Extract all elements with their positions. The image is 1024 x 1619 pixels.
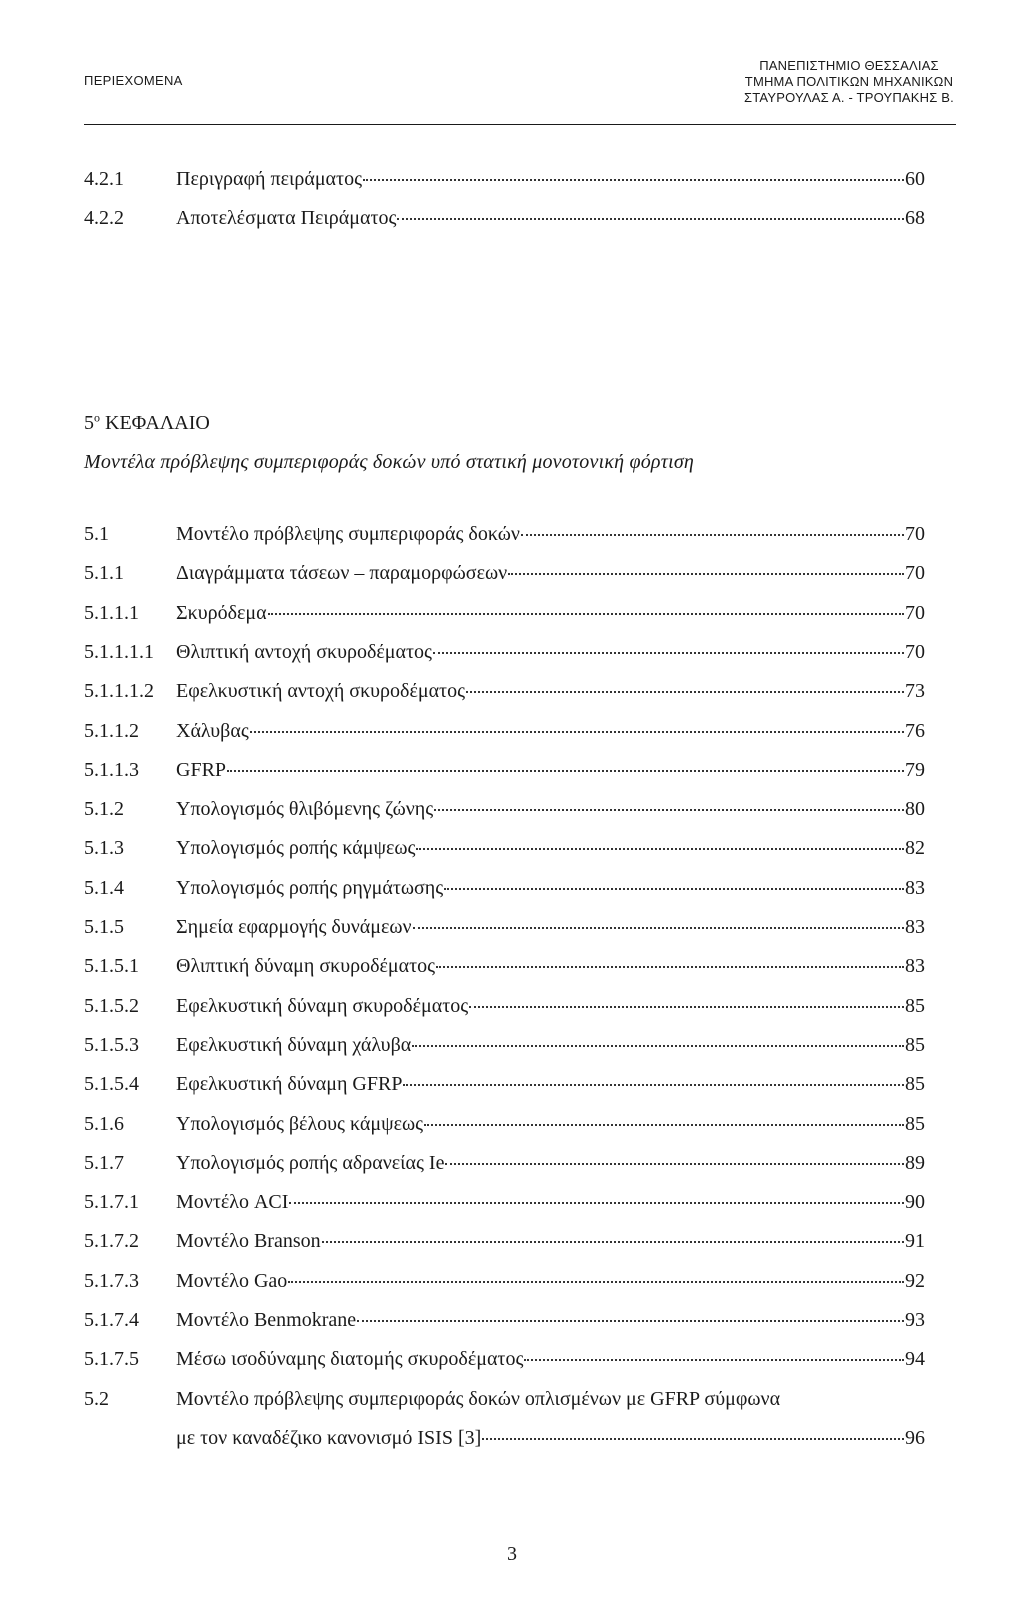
toc-entry-title: Υπολογισμός ροπής ρηγμάτωσης xyxy=(176,876,444,899)
toc-entry[interactable] xyxy=(84,1230,925,1256)
toc-entry-number: 5.1.1 xyxy=(84,562,124,585)
toc-entry-number: 5.1.7.3 xyxy=(84,1269,139,1292)
toc-entry[interactable] xyxy=(84,602,925,628)
toc-entry-page: 76 xyxy=(905,719,925,742)
toc-entry-page: 92 xyxy=(905,1269,925,1292)
dot-leader xyxy=(524,1359,904,1361)
toc-entry-number: 4.2.1 xyxy=(84,168,124,190)
dot-leader xyxy=(413,927,904,929)
toc-entry-page: 83 xyxy=(905,955,925,978)
toc-entry-title: Μέσω ισοδύναμης διατομής σκυροδέματος xyxy=(176,1348,524,1371)
dot-leader xyxy=(434,809,904,811)
toc-entry-page: 90 xyxy=(905,1191,925,1214)
page-number: 3 xyxy=(507,1543,517,1565)
toc-entry[interactable] xyxy=(84,1270,925,1296)
toc-entry-title: Αποτελέσματα Πειράματος xyxy=(176,207,397,229)
toc-entry-title: Μοντέλο Branson xyxy=(176,1230,321,1253)
toc-entry-title: Υπολογισμός θλιβόμενης ζώνης xyxy=(176,798,434,821)
dot-leader xyxy=(357,1320,904,1322)
toc-entry-page: 83 xyxy=(905,916,925,938)
toc-entry-page: 83 xyxy=(905,876,925,899)
toc-entry[interactable] xyxy=(84,995,925,1021)
toc-entry-number: 5.1.5.4 xyxy=(84,1073,139,1096)
dot-leader xyxy=(433,652,904,654)
header-line: ΠΑΝΕΠΙΣΤΗΜΙΟ ΘΕΣΣΑΛΙΑΣ xyxy=(759,58,939,73)
toc-entry-title: Χάλυβας xyxy=(176,719,249,742)
toc-entry-page: 85 xyxy=(905,1112,925,1135)
toc-entry-title: Εφελκυστική αντοχή σκυροδέματος xyxy=(176,680,466,703)
running-header-right xyxy=(744,58,954,106)
toc-entry-number: 5.1.2 xyxy=(84,798,124,821)
toc-entry-number: 5.1.7.2 xyxy=(84,1230,139,1253)
dot-leader xyxy=(289,1202,904,1204)
toc-entry-number: 5.1.1.1 xyxy=(84,601,139,624)
dot-leader xyxy=(508,573,904,575)
toc-entry-title: Υπολογισμός ροπής αδρανείας Ie xyxy=(176,1151,445,1174)
toc-entry-title: Εφελκυστική δύναμη GFRP xyxy=(176,1073,403,1096)
toc-entry-page: 91 xyxy=(905,1230,925,1253)
toc-entry[interactable] xyxy=(84,1309,925,1335)
toc-entry-title-continued: με τον καναδέζικο κανονισμό ISIS [3] xyxy=(176,1426,482,1449)
dot-leader xyxy=(288,1281,904,1283)
dot-leader xyxy=(227,770,904,772)
toc-entry-page: 79 xyxy=(905,758,925,781)
toc-entry-page: 93 xyxy=(905,1309,925,1331)
dot-leader xyxy=(250,731,904,733)
toc-entry-page: 70 xyxy=(905,562,925,585)
toc-entry-number: 5.1.5 xyxy=(84,916,124,938)
toc-entry-page: 94 xyxy=(905,1348,925,1371)
toc-entry-continuation[interactable] xyxy=(176,1427,925,1453)
toc-entry[interactable] xyxy=(84,916,925,942)
toc-entry-number: 5.1.5.1 xyxy=(84,955,139,978)
dot-leader xyxy=(416,848,904,850)
toc-entry-number: 5.2 xyxy=(84,1387,109,1410)
dot-leader xyxy=(482,1438,904,1440)
toc-entry-page: 73 xyxy=(905,680,925,703)
toc-entry[interactable] xyxy=(84,1152,925,1178)
toc-entry-number: 5.1.1.1.1 xyxy=(84,640,154,663)
toc-entry-page: 70 xyxy=(905,601,925,624)
toc-entry-number: 5.1.1.3 xyxy=(84,758,139,781)
toc-entry-number: 5.1.3 xyxy=(84,837,124,860)
toc-entry[interactable] xyxy=(84,562,925,588)
toc-entry[interactable] xyxy=(84,207,925,233)
toc-entry-number: 5.1.7 xyxy=(84,1151,124,1174)
dot-leader xyxy=(412,1045,904,1047)
toc-entry-number: 4.2.2 xyxy=(84,207,124,229)
toc-entry-page: 68 xyxy=(905,207,925,229)
toc-entry-title: Μοντέλο πρόβλεψης συμπεριφοράς δοκών xyxy=(176,523,520,545)
toc-entry-title: GFRP xyxy=(176,758,227,781)
toc-entry[interactable] xyxy=(84,798,925,824)
toc-entry-title: Υπολογισμός ροπής κάμψεως xyxy=(176,837,416,860)
toc-entry-title: Μοντέλο ACI xyxy=(176,1191,289,1214)
toc-entry-title: Σημεία εφαρμογής δυνάμεων xyxy=(176,916,412,938)
chapter-subtitle: Μοντέλα πρόβλεψης συμπεριφοράς δοκών υπό στατική μονοτονική φόρτιση xyxy=(84,451,695,473)
toc-entry-page: 85 xyxy=(905,994,925,1017)
toc-entry-number: 5.1.7.4 xyxy=(84,1309,139,1331)
toc-entry-page: 96 xyxy=(905,1426,925,1449)
dot-leader xyxy=(403,1084,904,1086)
toc-entry-title: Εφελκυστική δύναμη χάλυβα xyxy=(176,1033,412,1056)
dot-leader xyxy=(363,179,904,181)
dot-leader xyxy=(436,966,904,968)
toc-entry-page: 80 xyxy=(905,798,925,821)
toc-entry-title: Υπολογισμός βέλους κάμψεως xyxy=(176,1112,424,1135)
toc-entry-title: Περιγραφή πειράματος xyxy=(176,168,362,190)
toc-entry-number: 5.1.5.3 xyxy=(84,1033,139,1056)
toc-entry-number: 5.1.1.1.2 xyxy=(84,680,154,703)
toc-entry[interactable] xyxy=(84,877,925,903)
chapter-number-sup: ο xyxy=(94,410,100,425)
toc-entry[interactable] xyxy=(84,1034,925,1060)
chapter-label: ΚΕΦΑΛΑΙΟ xyxy=(105,412,210,434)
dot-leader xyxy=(469,1006,904,1008)
toc-entry-number: 5.1.1.2 xyxy=(84,719,139,742)
dot-leader xyxy=(445,1163,904,1165)
toc-entry-number: 5.1.7.5 xyxy=(84,1348,139,1371)
dot-leader xyxy=(268,613,904,615)
toc-entry-title: Εφελκυστική δύναμη σκυροδέματος xyxy=(176,994,469,1017)
toc-entry-title: Σκυρόδεμα xyxy=(176,601,267,624)
dot-leader xyxy=(424,1124,904,1126)
header-line: ΤΜΗΜΑ ΠΟΛΙΤΙΚΩΝ ΜΗΧΑΝΙΚΩΝ xyxy=(744,74,954,89)
dot-leader xyxy=(397,218,904,220)
dot-leader xyxy=(444,888,904,890)
toc-entry[interactable] xyxy=(84,1073,925,1099)
chapter-number: 5 xyxy=(84,412,94,434)
toc-entry-number: 5.1.4 xyxy=(84,876,124,899)
chapter-heading xyxy=(84,412,210,435)
toc-entry-page: 70 xyxy=(905,640,925,663)
toc-entry-page: 70 xyxy=(905,523,925,545)
toc-entry-page: 85 xyxy=(905,1033,925,1056)
toc-entry-title: Μοντέλο Gao xyxy=(176,1269,288,1292)
toc-entry-number: 5.1.7.1 xyxy=(84,1191,139,1214)
toc-entry[interactable] xyxy=(84,1191,925,1217)
toc-entry[interactable] xyxy=(84,837,925,863)
toc-entry-page: 60 xyxy=(905,168,925,190)
dot-leader xyxy=(322,1241,904,1243)
toc-entry-page: 85 xyxy=(905,1073,925,1096)
toc-entry[interactable] xyxy=(84,641,925,667)
header-rule xyxy=(84,124,956,125)
toc-entry-number: 5.1.5.2 xyxy=(84,994,139,1017)
toc-entry[interactable] xyxy=(84,523,925,549)
header-line: ΣΤΑΥΡΟΥΛΑΣ Α. - ΤΡΟΥΠΑΚΗΣ Β. xyxy=(744,90,954,105)
toc-entry-title: Θλιπτική αντοχή σκυροδέματος xyxy=(176,640,432,663)
toc-entry-title: Μοντέλο Benmokrane xyxy=(176,1309,357,1331)
dot-leader xyxy=(466,691,904,693)
toc-entry-title: Θλιπτική δύναμη σκυροδέματος xyxy=(176,955,436,978)
toc-entry[interactable] xyxy=(84,759,925,785)
toc-entry[interactable] xyxy=(84,1348,925,1374)
toc-entry[interactable] xyxy=(84,680,925,706)
toc-entry-page: 89 xyxy=(905,1151,925,1174)
running-header-left: ΠΕΡΙΕΧΟΜΕΝΑ xyxy=(84,73,183,88)
toc-entry[interactable] xyxy=(84,955,925,981)
toc-entry[interactable] xyxy=(84,1113,925,1139)
dot-leader xyxy=(521,534,904,536)
toc-entry[interactable] xyxy=(84,168,925,194)
toc-entry-number: 5.1 xyxy=(84,523,109,545)
toc-entry[interactable] xyxy=(84,720,925,746)
toc-entry-number: 5.1.6 xyxy=(84,1112,124,1135)
toc-entry-title: Μοντέλο πρόβλεψης συμπεριφοράς δοκών οπλισμένων με GFRP σύμφωνα xyxy=(176,1387,781,1410)
toc-entry-title: Διαγράμματα τάσεων – παραμορφώσεων xyxy=(176,562,508,585)
toc-entry-page: 82 xyxy=(905,837,925,860)
toc-entry[interactable] xyxy=(84,1388,925,1414)
